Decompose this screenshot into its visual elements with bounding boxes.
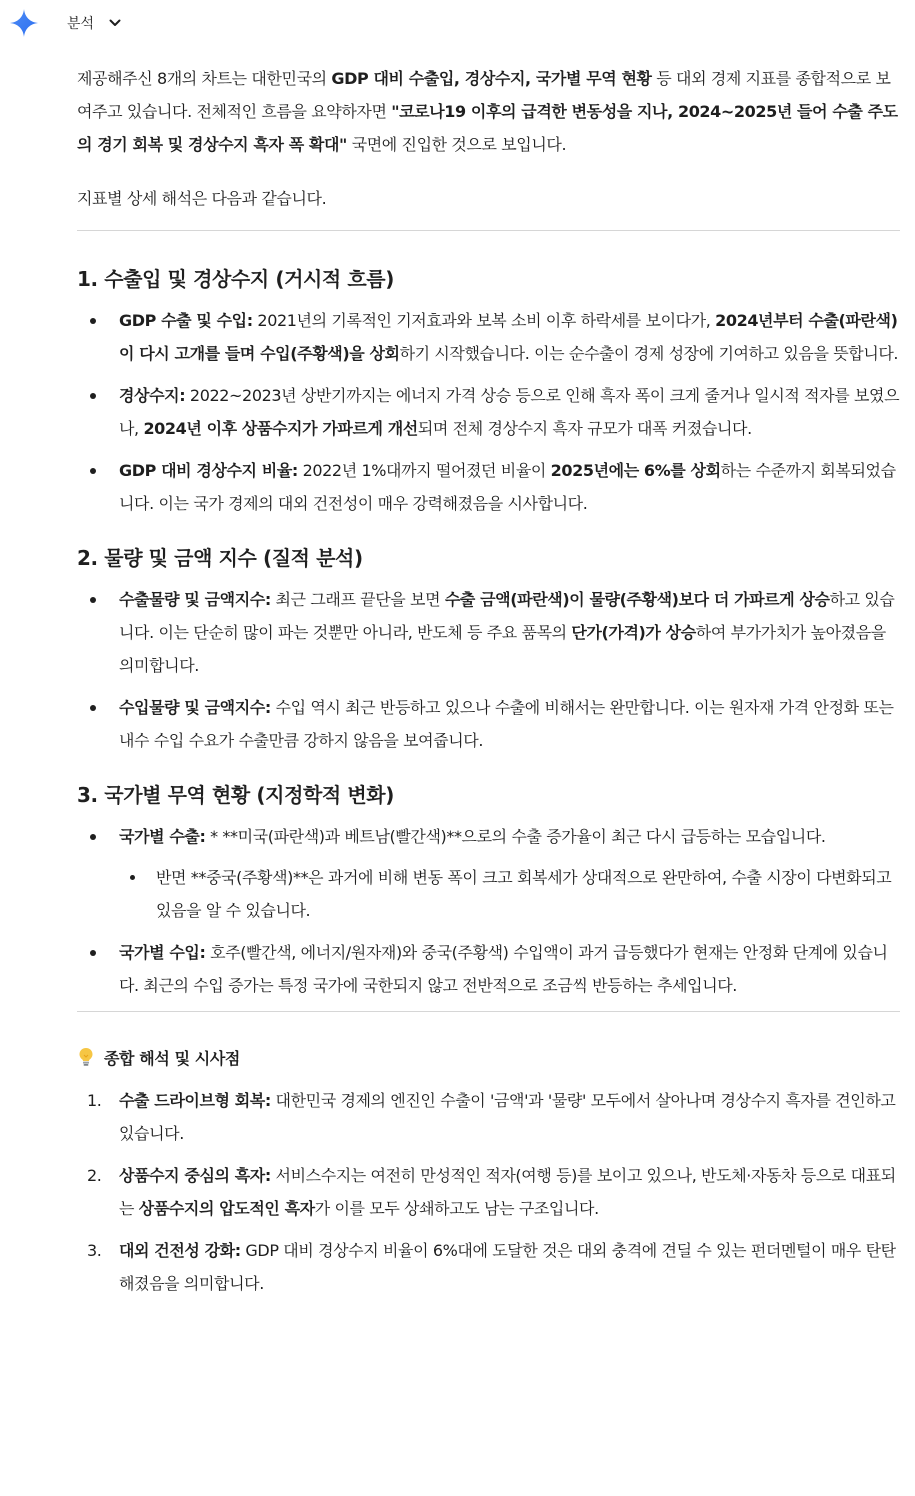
list-item: 국가별 수입: 호주(빨간색, 에너지/원자재)와 중국(주황색) 수입액이 과거 급등했다가 현재는 안정화 단계에 있습니다. 최근의 수입 증가는 특정 국가에 국한되지 않고 전반적으로 조금씩 반등하는 추세입니다. [77, 936, 900, 1002]
list-item: GDP 대비 경상수지 비율: 2022년 1%대까지 떨어졌던 비율이 2025년에는 6%를 상회하는 수준까지 회복되었습니다. 이는 국가 경제의 대외 건전성이 매우 강력해졌음을 시사합니다. [77, 454, 900, 520]
sub-list [119, 861, 900, 927]
gemini-sparkle-icon [9, 8, 39, 38]
numbered-item: 3. 대외 건전성 강화: GDP 대비 경상수지 비율이 6%대에 도달한 것은 대외 충격에 견딜 수 있는 펀더멘털이 매우 탄탄해졌음을 의미합니다. [87, 1241, 896, 1293]
response-header [0, 0, 915, 46]
list-item: 국가별 수출: * **미국(파란색)과 베트남(빨간색)**으로의 수출 증가율이 최근 다시 급등하는 모습입니다. 반면 **중국(주황색)**은 과거에 비해 변동 폭이 크고 회복세가 상대적으로 완만하여, 수출 시장이 다변화되고 있음을 알 수 있습니다. [77, 820, 900, 927]
section-heading-country: 3. 국가별 무역 현황 (지정학적 변화) [77, 783, 394, 807]
summary-list [77, 1084, 900, 1300]
sub-list-item: 반면 **중국(주황색)**은 과거에 비해 변동 폭이 크고 회복세가 상대적으로 완만하여, 수출 시장이 다변화되고 있음을 알 수 있습니다. [119, 861, 900, 927]
thinking-label: 분석 [67, 16, 95, 32]
section-heading-volume: 2. 물량 및 금액 지수 (질적 분석) [77, 546, 363, 570]
divider [77, 1011, 900, 1012]
intro-paragraph: 제공해주신 8개의 차트는 대한민국의 GDP 대비 수출입, 경상수지, 국가별 무역 현황 등 대외 경제 지표를 종합적으로 보여주고 있습니다. 전체적인 흐름을 요약하자면 "코로나19 이후의 급격한 변동성을 지나, 2024~2025년 들어 수출 주도의 경기 회복 및 경상수지 흑자 폭 확대" 국면에 진입한 것으로 보입니다. [77, 69, 898, 154]
divider [77, 230, 900, 231]
list-item: 경상수지: 2022~2023년 상반기까지는 에너지 가격 상승 등으로 인해 흑자 폭이 크게 줄거나 일시적 적자를 보였으나, 2024년 이후 상품수지가 가파르게 개선되며 전체 경상수지 흑자 규모가 대폭 커졌습니다. [77, 379, 900, 445]
list-item: GDP 수출 및 수입: 2021년의 기록적인 기저효과와 보복 소비 이후 하락세를 보이다가, 2024년부터 수출(파란색)이 다시 고개를 들며 수입(주황색)을 상회하기 시작했습니다. 이는 순수출이 경제 성장에 기여하고 있음을 뜻합니다. [77, 304, 900, 370]
lightbulb-icon [77, 1047, 95, 1067]
numbered-item: 1. 수출 드라이브형 회복: 대한민국 경제의 엔진인 수출이 '금액'과 '물량' 모두에서 살아나며 경상수지 흑자를 견인하고 있습니다. [87, 1091, 896, 1143]
section-list-volume [77, 583, 900, 757]
section-heading-macro: 1. 수출입 및 경상수지 (거시적 흐름) [77, 267, 394, 291]
list-item: 수입물량 및 금액지수: 수입 역시 최근 반등하고 있으나 수출에 비해서는 완만합니다. 이는 원자재 가격 안정화 또는 내수 수입 수요가 수출만큼 강하지 않음을 보여줍니다. [77, 691, 900, 757]
section-list-country [77, 820, 900, 1002]
numbered-item: 2. 상품수지 중심의 흑자: 서비스수지는 여전히 만성적인 적자(여행 등)를 보이고 있으나, 반도체·자동차 등으로 대표되는 상품수지의 압도적인 흑자가 이를 모두 상쇄하고도 남는 구조입니다. [87, 1166, 896, 1218]
thinking-toggle-button[interactable] [60, 9, 122, 37]
summary-title: 종합 해석 및 시사점 [104, 1048, 240, 1068]
intro-subtext: 지표별 상세 해석은 다음과 같습니다. [77, 189, 327, 208]
response-body [77, 62, 900, 1309]
section-list-macro [77, 304, 900, 520]
list-item: 수출물량 및 금액지수: 최근 그래프 끝단을 보면 수출 금액(파란색)이 물량(주황색)보다 더 가파르게 상승하고 있습니다. 이는 단순히 많이 파는 것뿐만 아니라, 반도체 등 주요 품목의 단가(가격)가 상승하여 부가가치가 높아졌음을 의미합니다. [77, 583, 900, 682]
chevron-down-icon [108, 16, 122, 30]
summary-heading [77, 1042, 900, 1072]
